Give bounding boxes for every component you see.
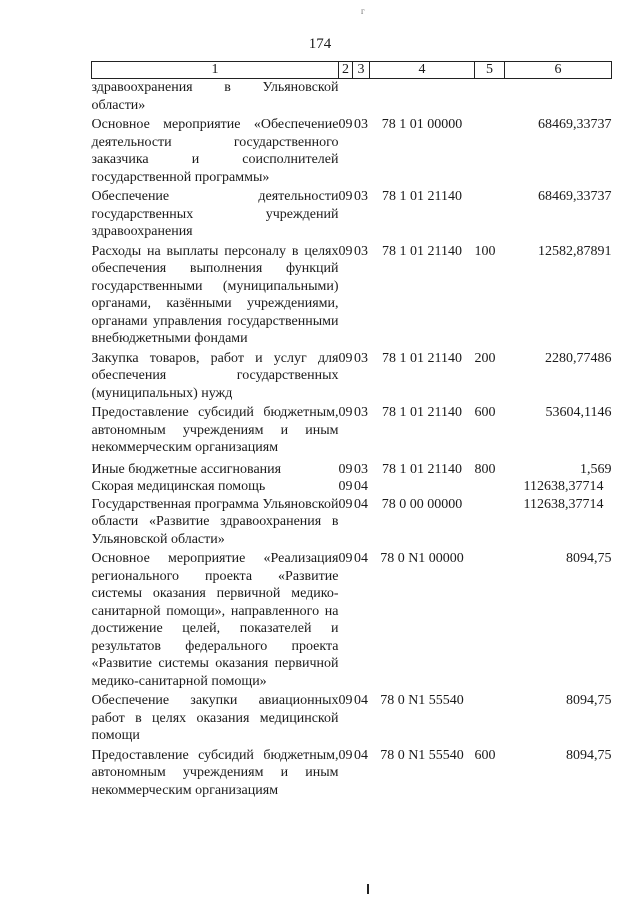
table-row — [92, 690, 612, 745]
row-expense-type — [475, 548, 505, 690]
row-name: Иные бюджетные ассигнования — [91, 461, 282, 477]
row-name: Закупка товаров, работ и услуг для обеспечения государственных (муниципальных) нужд — [91, 350, 339, 401]
row-target-code: 78 0 N1 55540 — [380, 747, 464, 763]
row-section: 09 — [338, 350, 353, 366]
row-section: 09 — [338, 117, 353, 132]
row-section: 09 — [338, 551, 353, 566]
row-expense-type: 600 — [474, 747, 496, 763]
row-section: 09 — [338, 693, 353, 708]
row-name: Обеспечение закупки авиационных работ в целях оказания медицинской помощи — [91, 693, 339, 743]
row-amount: 68469,33737 — [538, 189, 612, 204]
row-expense-type — [475, 496, 505, 549]
row-expense-type: 600 — [474, 405, 496, 420]
row-expense-type — [475, 478, 505, 496]
row-subsection: 03 — [354, 405, 368, 420]
table-row — [92, 496, 612, 549]
row-amount: 8094,75 — [566, 551, 612, 566]
row-name: Скорая медицинская помощь — [91, 479, 266, 494]
row-target-code: 78 1 01 00000 — [381, 117, 463, 132]
row-subsection: 04 — [354, 551, 368, 566]
row-subsection: 04 — [354, 693, 368, 708]
row-expense-type — [475, 186, 505, 241]
row-expense-type — [475, 690, 505, 745]
row-target-code: 78 1 01 21140 — [382, 405, 462, 420]
table-row — [92, 457, 612, 479]
scan-mark — [367, 884, 369, 894]
row-amount — [505, 79, 612, 115]
table-row — [92, 114, 612, 186]
row-amount: 8094,75 — [566, 747, 612, 763]
row-subsection: 03 — [354, 243, 368, 259]
row-target-code: 78 0 00 00000 — [381, 496, 463, 512]
row-subsection: 04 — [354, 747, 368, 763]
row-subsection — [353, 79, 370, 115]
row-subsection: 04 — [354, 496, 368, 512]
row-section — [339, 79, 353, 115]
row-target-code: 78 1 01 21140 — [382, 243, 462, 259]
header-cell: 4 — [370, 62, 475, 79]
row-section: 09 — [338, 461, 353, 477]
row-target-code: 78 1 01 21140 — [382, 350, 462, 366]
row-name: Предоставление субсидий бюджетным, автономным учреждениям и иным некоммерческим организациям — [91, 747, 339, 798]
row-target-code — [370, 478, 475, 496]
row-subsection: 04 — [354, 479, 368, 494]
header-row — [92, 62, 612, 79]
table-row — [92, 548, 612, 690]
row-name: Расходы на выплаты персоналу в целях обеспечения выполнения функций государственными (муниципальными) органами, казёнными учреждениями, органами управления государственными внебюджетными фондами — [91, 243, 339, 346]
scan-mark: г — [361, 6, 365, 16]
header-cell: 2 — [339, 62, 353, 79]
row-amount: 112638,37714 — [523, 496, 604, 512]
row-amount: 53604,1146 — [545, 405, 612, 420]
row-section: 09 — [338, 496, 353, 512]
header-cell: 1 — [92, 62, 339, 79]
row-section: 09 — [338, 243, 353, 259]
row-subsection: 03 — [354, 189, 368, 204]
row-expense-type: 100 — [474, 243, 496, 259]
row-name: Основное мероприятие «Реализация регионального проекта «Развитие системы оказания первичной медико-санитарной помощи», направленного на достижение целей, показателей и результатов федерального проекта «Развитие системы оказания первичной медико-санитарной помощи» — [91, 551, 339, 689]
table-row — [92, 186, 612, 241]
table-row — [92, 241, 612, 348]
row-amount: 112638,37714 — [523, 479, 604, 494]
table-row — [92, 348, 612, 403]
row-name: здравоохранения в Ульяновской области» — [91, 80, 339, 113]
row-name: Обеспечение деятельности государственных учреждений здравоохранения — [91, 189, 339, 239]
row-amount: 1,569 — [580, 461, 612, 477]
row-subsection: 03 — [354, 461, 368, 477]
row-section: 09 — [338, 189, 353, 204]
row-name: Основное мероприятие «Обеспечение деятельности государственного заказчика и соисполнителей государственной программы» — [91, 117, 339, 185]
table-row — [92, 745, 612, 800]
row-target-code: 78 0 N1 00000 — [380, 551, 464, 566]
row-section: 09 — [338, 747, 353, 763]
row-target-code: 78 1 01 21140 — [382, 189, 462, 204]
row-subsection: 03 — [354, 350, 368, 366]
row-target-code: 78 1 01 21140 — [382, 461, 462, 477]
header-cell: 6 — [505, 62, 612, 79]
row-expense-type: 200 — [474, 350, 496, 366]
row-amount: 2280,77486 — [545, 350, 612, 366]
header-cell: 5 — [475, 62, 505, 79]
row-expense-type — [475, 114, 505, 186]
budget-table — [91, 61, 612, 799]
row-target-code — [370, 79, 475, 115]
row-section: 09 — [338, 405, 353, 420]
row-section: 09 — [338, 479, 353, 494]
row-name: Государственная программа Ульяновской области «Развитие здравоохранения в Ульяновской области» — [91, 496, 339, 547]
table-row — [92, 79, 612, 115]
header-cell: 3 — [353, 62, 370, 79]
page-number: 174 — [308, 36, 332, 52]
row-amount: 12582,87891 — [538, 243, 612, 259]
row-amount: 68469,33737 — [538, 117, 612, 132]
table-row — [92, 478, 612, 496]
row-expense-type: 800 — [474, 461, 496, 477]
table-row — [92, 402, 612, 457]
row-amount: 8094,75 — [566, 693, 612, 708]
row-expense-type — [475, 79, 505, 115]
row-target-code: 78 0 N1 55540 — [380, 693, 464, 708]
row-subsection: 03 — [354, 117, 368, 132]
row-name: Предоставление субсидий бюджетным, автономным учреждениям и иным некоммерческим организациям — [91, 405, 339, 455]
